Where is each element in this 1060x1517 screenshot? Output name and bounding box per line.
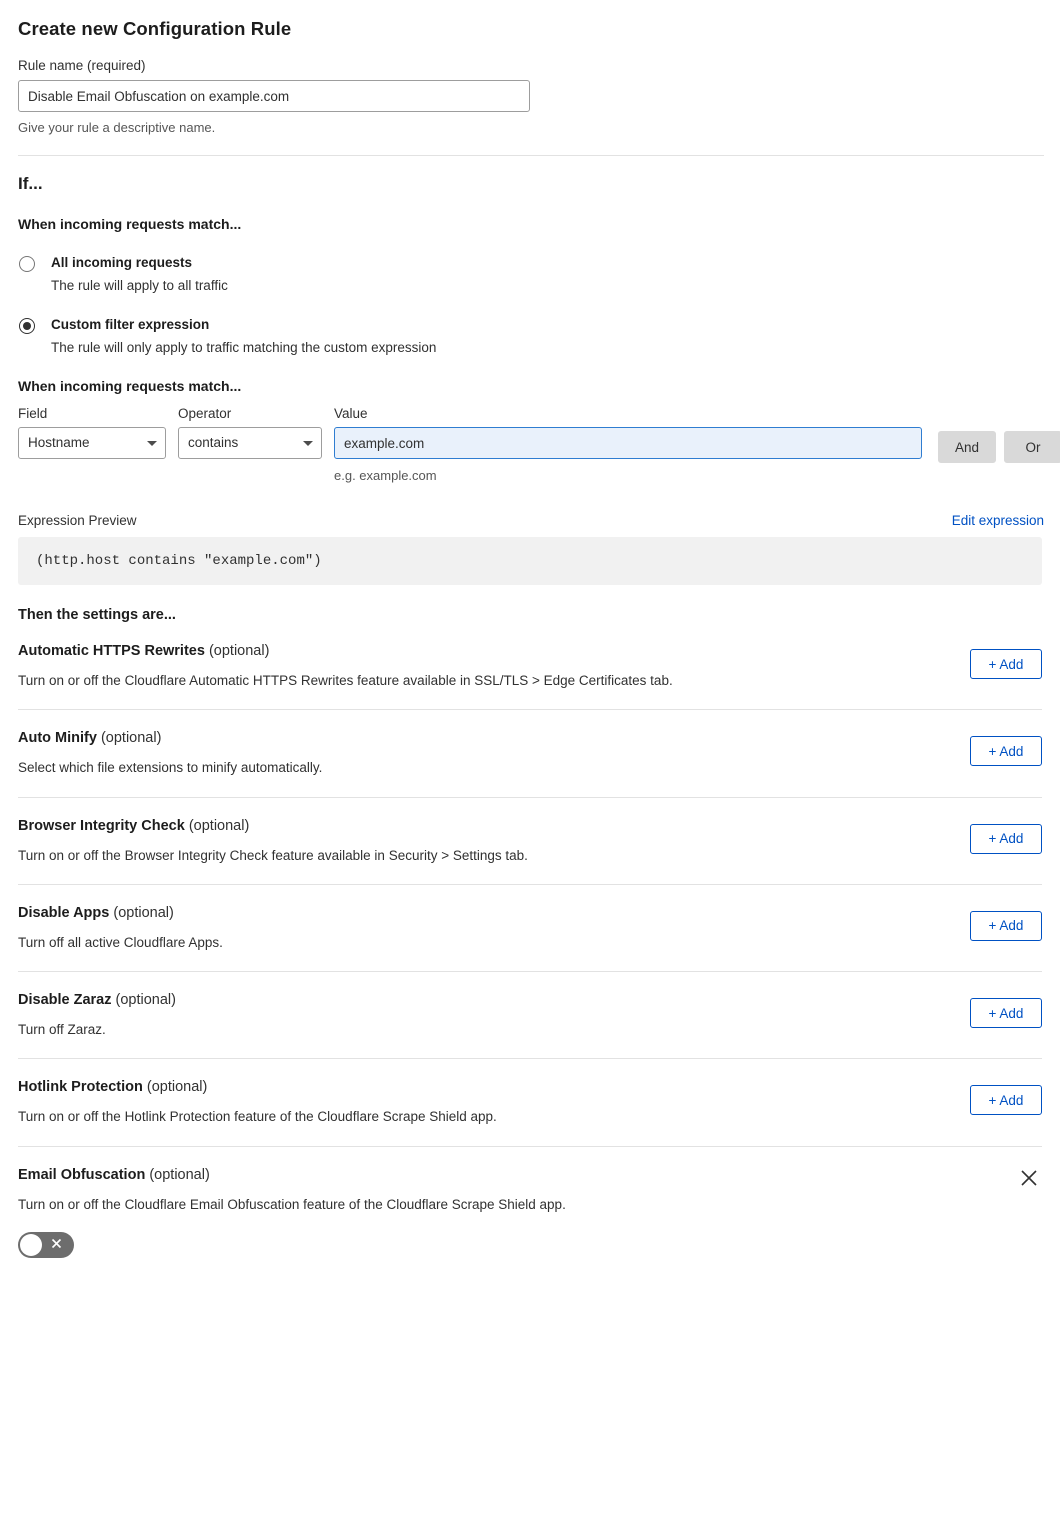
radio-desc-custom-filter: The rule will only apply to traffic matching the custom expression: [51, 339, 437, 355]
value-label: Value: [334, 406, 368, 422]
toggle-off-icon: [50, 1238, 63, 1251]
page-title: Create new Configuration Rule: [18, 18, 292, 39]
rule-name-group: [18, 58, 1044, 135]
then-section-title: Then the settings are...: [18, 607, 176, 624]
email-obfuscation-toggle[interactable]: [18, 1232, 74, 1258]
radio-desc-all-requests: The rule will apply to all traffic: [51, 277, 228, 293]
radio-option-custom-filter[interactable]: [18, 316, 1044, 356]
add-button[interactable]: + Add: [970, 1085, 1042, 1115]
expression-preview-box: (http.host contains "example.com"): [18, 537, 1042, 585]
edit-expression-link[interactable]: Edit expression: [951, 513, 1044, 529]
close-icon[interactable]: [1018, 1167, 1040, 1189]
field-label: Field: [18, 406, 48, 422]
operator-select[interactable]: [178, 427, 322, 459]
setting-title: [18, 1167, 1042, 1183]
setting-name: Auto Minify: [18, 730, 97, 747]
expression-preview-label: Expression Preview: [18, 513, 137, 529]
add-button[interactable]: + Add: [970, 649, 1042, 679]
or-button[interactable]: Or: [1004, 431, 1060, 463]
add-button[interactable]: + Add: [970, 824, 1042, 854]
setting-description: Turn on or off the Browser Integrity Check feature available in Security > Settings tab.: [18, 847, 528, 863]
setting-description: Turn on or off the Hotlink Protection feature of the Cloudflare Scrape Shield app.: [18, 1109, 497, 1125]
setting-description: Turn off all active Cloudflare Apps.: [18, 934, 223, 950]
setting-description: Select which file extensions to minify automatically.: [18, 760, 323, 776]
setting-automatic-https-rewrites: [18, 623, 1042, 710]
setting-name: Automatic HTTPS Rewrites: [18, 643, 205, 660]
operator-column: [178, 406, 322, 459]
add-button[interactable]: + Add: [970, 911, 1042, 941]
setting-name: Email Obfuscation: [18, 1166, 146, 1183]
value-hint: e.g. example.com: [334, 468, 437, 484]
divider: [18, 155, 1044, 156]
value-input[interactable]: [334, 427, 922, 459]
chevron-down-icon: [303, 441, 313, 446]
rule-name-help: Give your rule a descriptive name.: [18, 120, 216, 135]
setting-description: Turn off Zaraz.: [18, 1022, 106, 1038]
radio-label-custom-filter: Custom filter expression: [51, 317, 210, 333]
setting-title: [18, 905, 1042, 921]
setting-title: [18, 730, 1042, 746]
chevron-down-icon: [147, 441, 157, 446]
setting-disable-apps: [18, 885, 1042, 972]
setting-name: Disable Zaraz: [18, 992, 112, 1009]
radio-option-all-requests[interactable]: [18, 254, 1044, 294]
setting-optional: (optional): [113, 904, 174, 921]
logic-buttons: [934, 406, 1060, 463]
and-button[interactable]: And: [938, 431, 996, 463]
field-column: [18, 406, 166, 459]
operator-select-value: contains: [178, 427, 322, 459]
field-select-value: Hostname: [18, 427, 166, 459]
setting-title: [18, 992, 1042, 1008]
setting-title: [18, 818, 1042, 834]
rule-name-label: Rule name (required): [18, 58, 146, 73]
setting-name: Browser Integrity Check: [18, 817, 185, 834]
radio-icon-custom-filter[interactable]: [19, 318, 35, 334]
setting-optional: (optional): [208, 643, 270, 660]
match-heading: When incoming requests match...: [18, 216, 242, 232]
expression-builder: [18, 406, 1044, 483]
setting-title: [18, 1079, 1042, 1095]
setting-title: [18, 643, 1042, 659]
radio-icon-all-requests[interactable]: [19, 256, 35, 272]
if-section-title: If...: [18, 174, 43, 193]
radio-label-all-requests: All incoming requests: [51, 255, 193, 270]
setting-email-obfuscation: [18, 1147, 1042, 1277]
setting-disable-zaraz: [18, 972, 1042, 1059]
setting-auto-minify: [18, 710, 1042, 797]
setting-optional: (optional): [100, 730, 162, 747]
setting-hotlink-protection: [18, 1059, 1042, 1146]
value-column: [334, 406, 922, 483]
operator-label: Operator: [178, 406, 232, 422]
add-button[interactable]: + Add: [970, 736, 1042, 766]
setting-optional: (optional): [146, 1079, 208, 1096]
builder-heading: When incoming requests match...: [18, 378, 242, 395]
add-button[interactable]: + Add: [970, 998, 1042, 1028]
toggle-knob: [20, 1234, 42, 1256]
rule-name-input[interactable]: [18, 80, 530, 112]
setting-description: Turn on or off the Cloudflare Automatic HTTPS Rewrites feature available in SSL/TLS > Edge Certificates tab.: [18, 673, 673, 689]
setting-browser-integrity-check: [18, 798, 1042, 885]
setting-name: Hotlink Protection: [18, 1079, 143, 1096]
setting-description: Turn on or off the Cloudflare Email Obfuscation feature of the Cloudflare Scrape Shield app.: [18, 1196, 566, 1212]
setting-name: Disable Apps: [18, 904, 110, 921]
setting-optional: (optional): [188, 817, 250, 834]
expression-preview-header: [18, 513, 1044, 528]
setting-optional: (optional): [149, 1166, 210, 1183]
field-select[interactable]: [18, 427, 166, 459]
setting-optional: (optional): [115, 992, 176, 1009]
